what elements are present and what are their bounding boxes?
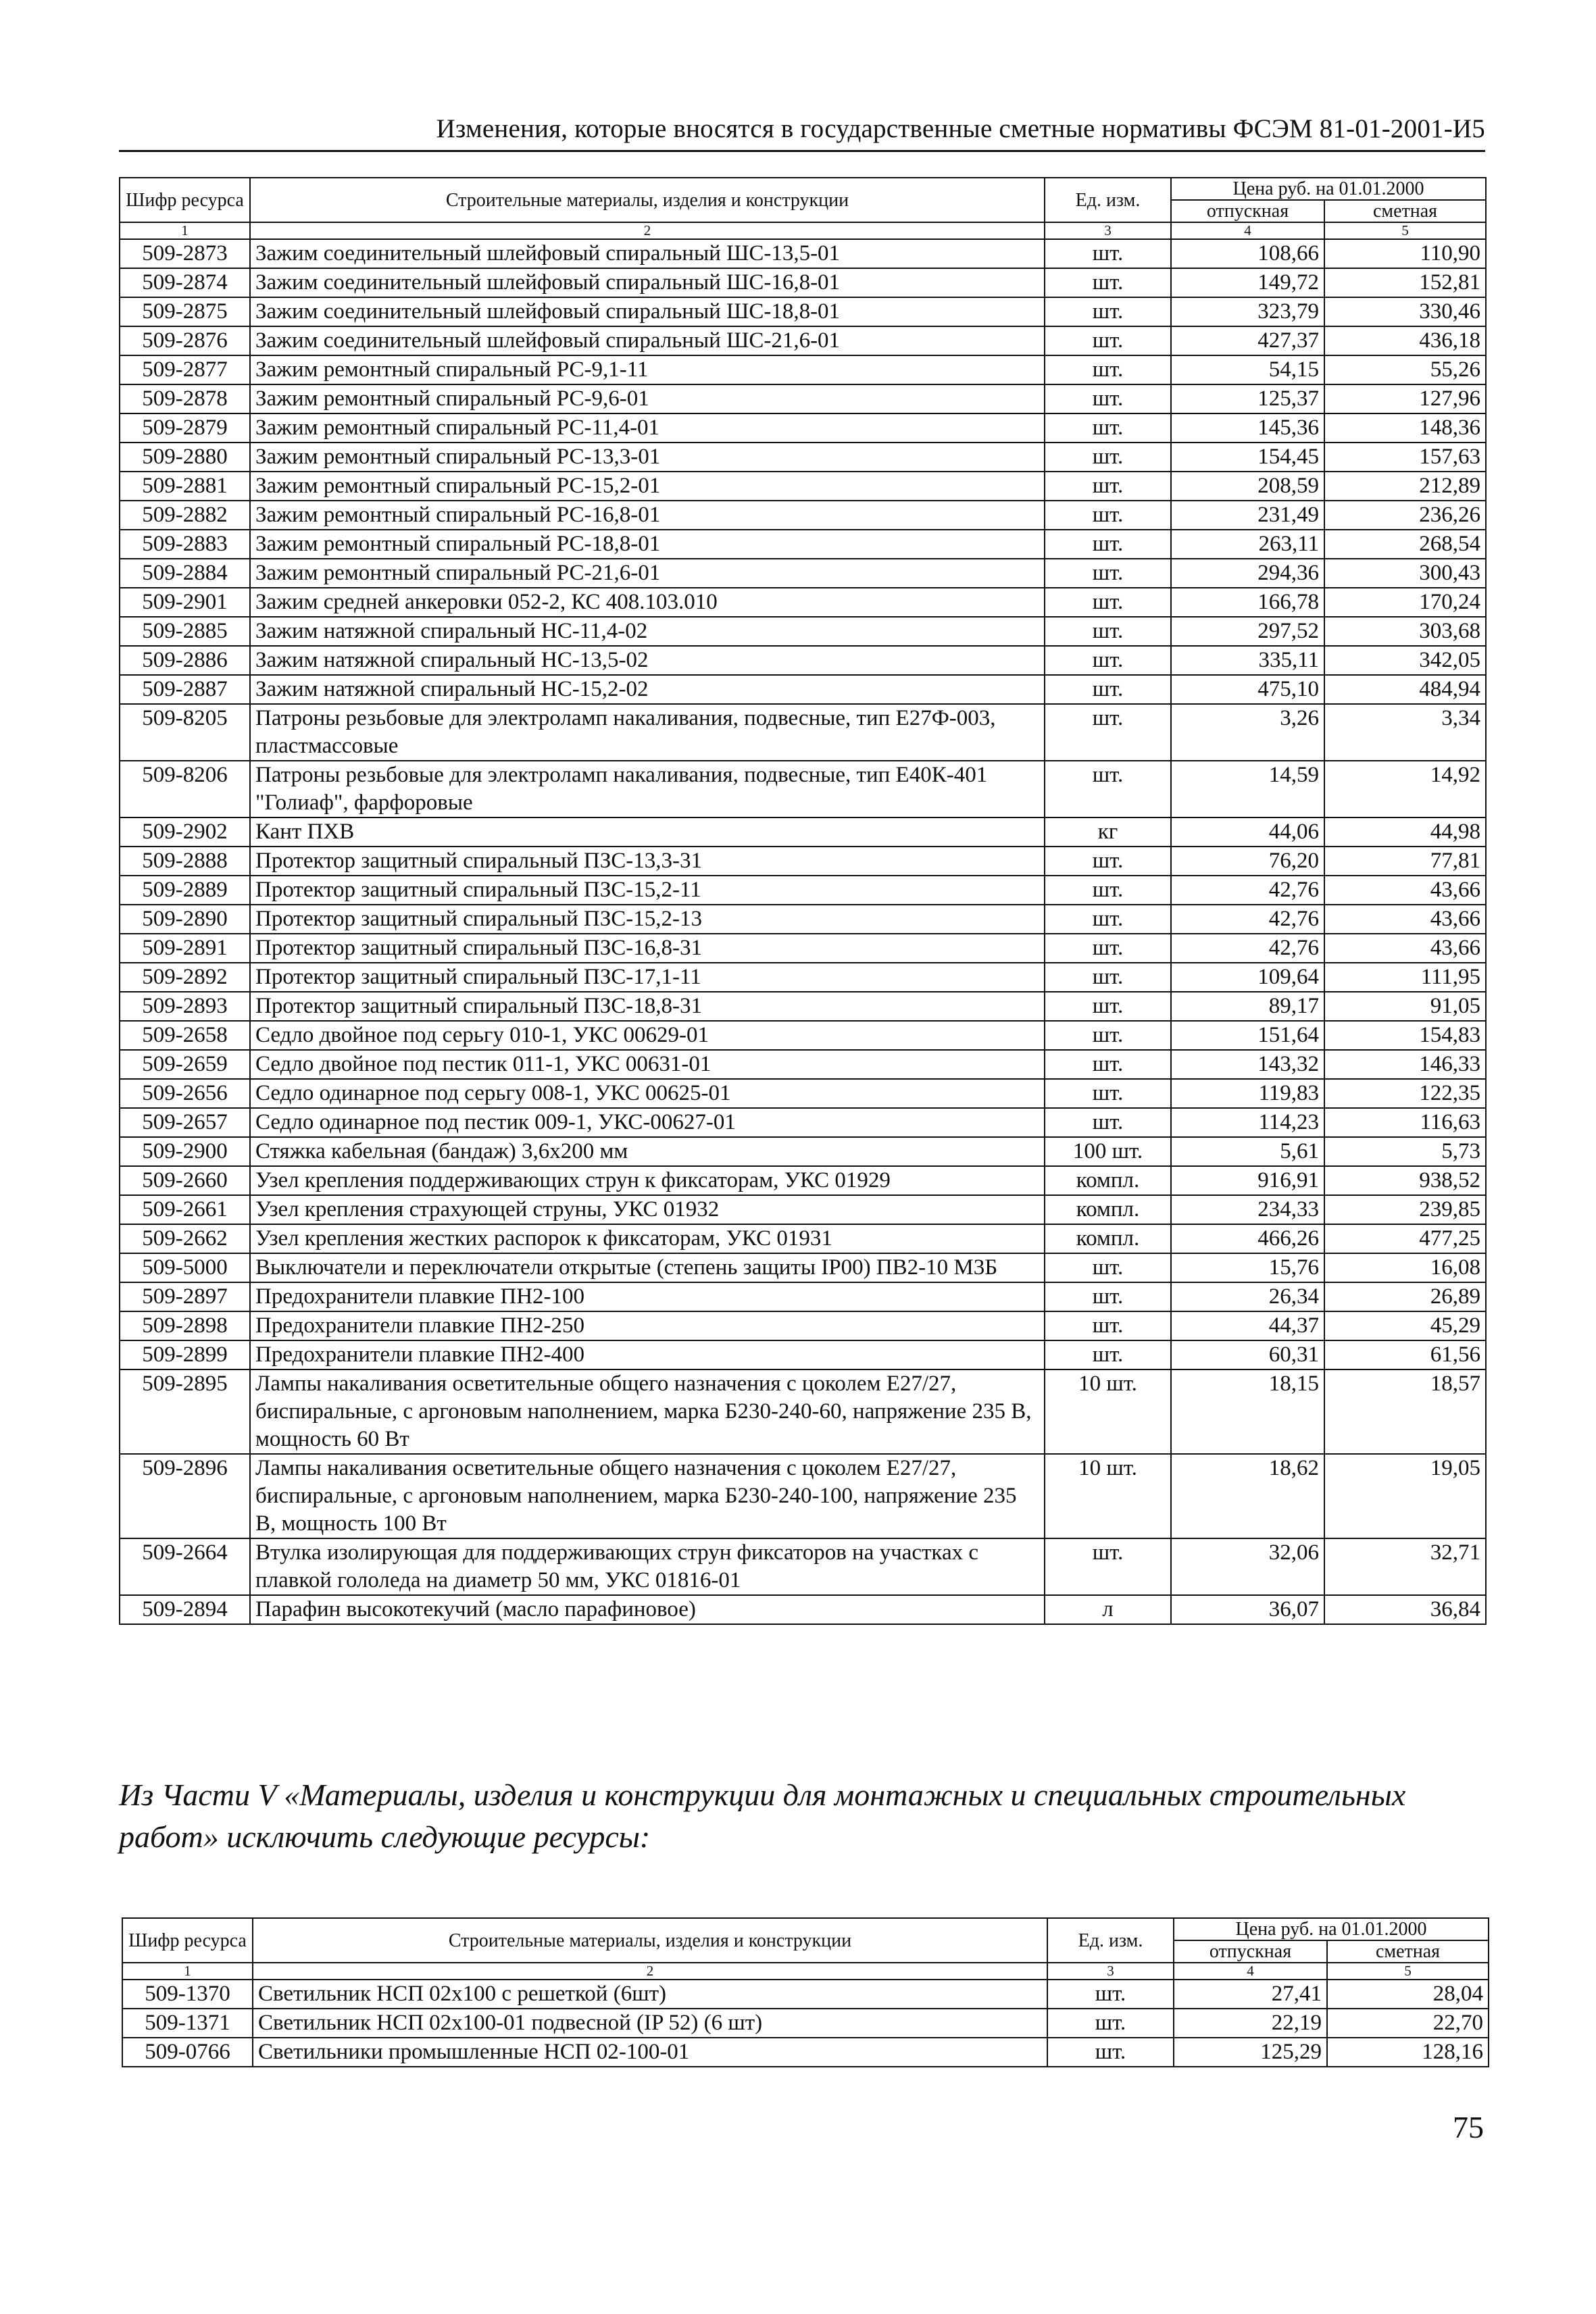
release-price: 119,83 [1171,1079,1324,1108]
column-number: 4 [1171,222,1324,239]
resource-code: 509-2876 [120,326,250,355]
table-row [122,2009,1489,2038]
table-body [120,239,1486,1624]
estimate-price: 22,70 [1327,2009,1489,2038]
release-price: 60,31 [1171,1340,1324,1369]
unit-of-measure: шт. [1047,2009,1174,2038]
estimate-price: 116,63 [1324,1108,1486,1137]
release-price: 466,26 [1171,1224,1324,1253]
release-price: 27,41 [1174,1980,1327,2009]
unit-of-measure: шт. [1045,472,1171,501]
resource-name: Зажим ремонтный спиральный РС-9,1-11 [250,355,1045,384]
resource-code: 509-2883 [120,530,250,559]
resource-name: Парафин высокотекучий (масло парафиновое) [250,1595,1045,1624]
table-row [120,239,1486,268]
estimate-price: 3,34 [1324,704,1486,761]
estimate-price: 148,36 [1324,413,1486,443]
release-price: 166,78 [1171,588,1324,617]
resource-code: 509-2893 [120,992,250,1021]
resource-code: 509-2888 [120,847,250,876]
release-price: 475,10 [1171,675,1324,704]
table-row [120,297,1486,326]
table-row [120,818,1486,847]
table-row [120,675,1486,704]
resource-name: Протектор защитный спиральный ПЗС-18,8-31 [250,992,1045,1021]
table-row [120,905,1486,934]
resource-name: Зажим натяжной спиральный НС-15,2-02 [250,675,1045,704]
release-price: 143,32 [1171,1050,1324,1079]
table-row [120,1282,1486,1311]
resource-name: Седло двойное под пестик 011-1, УКС 00631-01 [250,1050,1045,1079]
release-price: 44,06 [1171,818,1324,847]
unit-of-measure: шт. [1045,1538,1171,1595]
unit-of-measure: шт. [1045,1108,1171,1137]
resource-name: Зажим соединительный шлейфовый спиральный ШС-16,8-01 [250,268,1045,297]
unit-of-measure: шт. [1045,646,1171,675]
release-price: 54,15 [1171,355,1324,384]
header-estimate-price: сметная [1327,1940,1489,1963]
release-price: 42,76 [1171,876,1324,905]
release-price: 42,76 [1171,905,1324,934]
release-price: 44,37 [1171,1311,1324,1340]
table-row [120,704,1486,761]
table-row [120,1538,1486,1595]
estimate-price: 91,05 [1324,992,1486,1021]
unit-of-measure: шт. [1045,1340,1171,1369]
resource-code: 509-2878 [120,384,250,413]
unit-of-measure: шт. [1045,355,1171,384]
estimate-price: 111,95 [1324,963,1486,992]
table-row [120,530,1486,559]
unit-of-measure: шт. [1045,905,1171,934]
unit-of-measure: шт. [1045,501,1171,530]
resource-name: Протектор защитный спиральный ПЗС-16,8-31 [250,934,1045,963]
column-number: 2 [250,222,1045,239]
estimate-price: 303,68 [1324,617,1486,646]
table-row [120,268,1486,297]
column-number: 4 [1174,1963,1327,1980]
resource-name: Светильники промышленные НСП 02-100-01 [253,2038,1047,2067]
release-price: 114,23 [1171,1108,1324,1137]
resource-code: 509-2892 [120,963,250,992]
table-row [120,326,1486,355]
unit-of-measure: шт. [1045,268,1171,297]
table-row [120,1595,1486,1624]
table-row [120,1166,1486,1195]
table-row [120,1195,1486,1224]
unit-of-measure: шт. [1047,1980,1174,2009]
unit-of-measure: компл. [1045,1166,1171,1195]
estimate-price: 477,25 [1324,1224,1486,1253]
resource-code: 509-2660 [120,1166,250,1195]
unit-of-measure: шт. [1045,326,1171,355]
column-number: 1 [120,222,250,239]
column-number: 3 [1045,222,1171,239]
resource-name: Седло одинарное под серьгу 008-1, УКС 00625-01 [250,1079,1045,1108]
estimate-price: 43,66 [1324,905,1486,934]
resource-name: Протектор защитный спиральный ПЗС-15,2-13 [250,905,1045,934]
estimate-price: 55,26 [1324,355,1486,384]
resource-name: Зажим ремонтный спиральный РС-15,2-01 [250,472,1045,501]
resource-prices-table [119,177,1487,1625]
resource-name: Зажим ремонтный спиральный РС-9,6-01 [250,384,1045,413]
table-row [120,1108,1486,1137]
unit-of-measure: шт. [1045,1311,1171,1340]
resource-name: Патроны резьбовые для электроламп накаливания, подвесные, тип Е27Ф-003, пластмассовые [250,704,1045,761]
resource-code: 509-2898 [120,1311,250,1340]
resource-name: Втулка изолирующая для поддерживающих струн фиксаторов на участках с плавкой гололеда на диаметр 50 мм, УКС 01816-01 [250,1538,1045,1595]
resource-code: 509-2874 [120,268,250,297]
resource-code: 509-2900 [120,1137,250,1166]
header-unit: Ед. изм. [1047,1918,1174,1963]
unit-of-measure: шт. [1045,761,1171,818]
column-number: 5 [1327,1963,1489,1980]
resource-code: 509-5000 [120,1253,250,1282]
estimate-price: 152,81 [1324,268,1486,297]
estimate-price: 236,26 [1324,501,1486,530]
release-price: 42,76 [1171,934,1324,963]
table-header [120,178,1486,239]
release-price: 108,66 [1171,239,1324,268]
table-row [120,443,1486,472]
estimate-price: 170,24 [1324,588,1486,617]
release-price: 294,36 [1171,559,1324,588]
release-price: 323,79 [1171,297,1324,326]
release-price: 3,26 [1171,704,1324,761]
table-row [120,413,1486,443]
estimate-price: 342,05 [1324,646,1486,675]
release-price: 109,64 [1171,963,1324,992]
resource-code: 509-2891 [120,934,250,963]
header-code: Шифр ресурса [120,178,250,222]
resource-code: 509-2661 [120,1195,250,1224]
unit-of-measure: шт. [1045,992,1171,1021]
table-row [120,1050,1486,1079]
resource-code: 509-2899 [120,1340,250,1369]
resource-code: 509-2880 [120,443,250,472]
resource-code: 509-2662 [120,1224,250,1253]
header-name: Строительные материалы, изделия и конструкции [253,1918,1047,1963]
resource-name: Узел крепления поддерживающих струн к фиксаторам, УКС 01929 [250,1166,1045,1195]
section-note: Из Части V «Материалы, изделия и конструкции для монтажных и специальных строительных работ» исключить следующие ресурсы: [119,1778,1406,1854]
resource-code: 509-2882 [120,501,250,530]
estimate-price: 300,43 [1324,559,1486,588]
estimate-price: 484,94 [1324,675,1486,704]
estimate-price: 938,52 [1324,1166,1486,1195]
estimate-price: 154,83 [1324,1021,1486,1050]
release-price: 208,59 [1171,472,1324,501]
resource-name: Зажим ремонтный спиральный РС-21,6-01 [250,559,1045,588]
release-price: 427,37 [1171,326,1324,355]
resource-name: Протектор защитный спиральный ПЗС-15,2-11 [250,876,1045,905]
table-row [120,617,1486,646]
estimate-price: 146,33 [1324,1050,1486,1079]
release-price: 15,76 [1171,1253,1324,1282]
resource-code: 509-2886 [120,646,250,675]
unit-of-measure: 10 шт. [1045,1454,1171,1538]
resource-name: Зажим соединительный шлейфовый спиральный ШС-18,8-01 [250,297,1045,326]
unit-of-measure: шт. [1045,963,1171,992]
resource-name: Зажим средней анкеровки 052-2, КС 408.103.010 [250,588,1045,617]
resource-code: 509-2902 [120,818,250,847]
resource-code: 509-2656 [120,1079,250,1108]
resource-code: 509-2657 [120,1108,250,1137]
resource-code: 509-2873 [120,239,250,268]
estimate-price: 5,73 [1324,1137,1486,1166]
resource-code: 509-2879 [120,413,250,443]
estimate-price: 61,56 [1324,1340,1486,1369]
table-row [120,847,1486,876]
estimate-price: 43,66 [1324,876,1486,905]
unit-of-measure: шт. [1045,675,1171,704]
estimate-price: 128,16 [1327,2038,1489,2067]
unit-of-measure: шт. [1045,559,1171,588]
table-row [120,963,1486,992]
unit-of-measure: шт. [1045,1282,1171,1311]
unit-of-measure: шт. [1045,413,1171,443]
unit-of-measure: 100 шт. [1045,1137,1171,1166]
resource-code: 509-2901 [120,588,250,617]
header-code: Шифр ресурса [122,1918,253,1963]
unit-of-measure: шт. [1045,934,1171,963]
table-header [122,1918,1489,1980]
unit-of-measure: шт. [1045,1050,1171,1079]
estimate-price: 436,18 [1324,326,1486,355]
release-price: 231,49 [1171,501,1324,530]
resource-name: Патроны резьбовые для электроламп накаливания, подвесные, тип Е40К-401 "Голиаф", фарфоровые [250,761,1045,818]
resource-code: 509-2896 [120,1454,250,1538]
table-row [120,1224,1486,1253]
table-row [120,1079,1486,1108]
resource-code: 509-8205 [120,704,250,761]
estimate-price: 19,05 [1324,1454,1486,1538]
release-price: 234,33 [1171,1195,1324,1224]
resource-code: 509-2877 [120,355,250,384]
unit-of-measure: шт. [1045,239,1171,268]
resource-name: Светильник НСП 02х100 с решеткой (6шт) [253,1980,1047,2009]
resource-name: Узел крепления жестких распорок к фиксаторам, УКС 01931 [250,1224,1045,1253]
unit-of-measure: 10 шт. [1045,1369,1171,1454]
resource-name: Седло одинарное под пестик 009-1, УКС-00627-01 [250,1108,1045,1137]
column-number: 5 [1324,222,1486,239]
resource-code: 509-2884 [120,559,250,588]
release-price: 14,59 [1171,761,1324,818]
resource-code: 509-2897 [120,1282,250,1311]
resource-name: Лампы накаливания осветительные общего назначения с цоколем Е27/27, биспиральные, с аргоновым наполнением, марка Б230-240-60, напряжение 235 В, мощность 60 Вт [250,1369,1045,1454]
header-name: Строительные материалы, изделия и конструкции [250,178,1045,222]
resource-code: 509-2887 [120,675,250,704]
resource-code: 509-2659 [120,1050,250,1079]
resource-code: 509-2664 [120,1538,250,1595]
unit-of-measure: шт. [1045,443,1171,472]
resource-name: Зажим ремонтный спиральный РС-16,8-01 [250,501,1045,530]
release-price: 26,34 [1171,1282,1324,1311]
estimate-price: 43,66 [1324,934,1486,963]
table-row [120,1137,1486,1166]
release-price: 154,45 [1171,443,1324,472]
resource-name: Светильник НСП 02х100-01 подвесной (IP 52) (6 шт) [253,2009,1047,2038]
unit-of-measure: шт. [1045,876,1171,905]
resource-code: 509-1370 [122,1980,253,2009]
column-number: 1 [122,1963,253,1980]
table-row [120,646,1486,675]
unit-of-measure: шт. [1045,617,1171,646]
resource-name: Выключатели и переключатели открытые (степень защиты IP00) ПВ2-10 М3Б [250,1253,1045,1282]
estimate-price: 110,90 [1324,239,1486,268]
resource-code: 509-2881 [120,472,250,501]
header-price: Цена руб. на 01.01.2000 [1171,178,1486,200]
table-row [120,472,1486,501]
unit-of-measure: шт. [1045,847,1171,876]
estimate-price: 77,81 [1324,847,1486,876]
resource-name: Зажим соединительный шлейфовый спиральный ШС-13,5-01 [250,239,1045,268]
release-price: 297,52 [1171,617,1324,646]
header-unit: Ед. изм. [1045,178,1171,222]
unit-of-measure: шт. [1045,1079,1171,1108]
page-number: 75 [1453,2110,1484,2144]
release-price: 18,62 [1171,1454,1324,1538]
release-price: 32,06 [1171,1538,1324,1595]
release-price: 5,61 [1171,1137,1324,1166]
unit-of-measure: шт. [1045,530,1171,559]
table-row [120,501,1486,530]
estimate-price: 18,57 [1324,1369,1486,1454]
header-rule [119,150,1485,152]
resource-name: Зажим ремонтный спиральный РС-13,3-01 [250,443,1045,472]
resource-name: Зажим натяжной спиральный НС-13,5-02 [250,646,1045,675]
unit-of-measure: компл. [1045,1195,1171,1224]
resource-code: 509-1371 [122,2009,253,2038]
estimate-price: 32,71 [1324,1538,1486,1595]
unit-of-measure: л [1045,1595,1171,1624]
column-number: 3 [1047,1963,1174,1980]
release-price: 125,29 [1174,2038,1327,2067]
release-price: 76,20 [1171,847,1324,876]
resource-code: 509-2890 [120,905,250,934]
resource-name: Зажим соединительный шлейфовый спиральный ШС-21,6-01 [250,326,1045,355]
table-row [120,934,1486,963]
table-row [122,2038,1489,2067]
resource-code: 509-2885 [120,617,250,646]
release-price: 18,15 [1171,1369,1324,1454]
table-row [120,1253,1486,1282]
resource-code: 509-0766 [122,2038,253,2067]
release-price: 916,91 [1171,1166,1324,1195]
unit-of-measure: шт. [1045,1253,1171,1282]
unit-of-measure: шт. [1045,297,1171,326]
table-row [120,588,1486,617]
release-price: 145,36 [1171,413,1324,443]
table-row [120,559,1486,588]
column-number: 2 [253,1963,1047,1980]
table-row [120,384,1486,413]
estimate-price: 239,85 [1324,1195,1486,1224]
unit-of-measure: шт. [1045,588,1171,617]
unit-of-measure: шт. [1047,2038,1174,2067]
release-price: 89,17 [1171,992,1324,1021]
resource-code: 509-2658 [120,1021,250,1050]
excluded-resources-table [122,1917,1489,2067]
table-row [120,1369,1486,1454]
resource-code: 509-2889 [120,876,250,905]
header-release-price: отпускная [1174,1940,1327,1963]
header-release-price: отпускная [1171,200,1324,222]
resource-name: Кант ПХВ [250,818,1045,847]
resource-name: Протектор защитный спиральный ПЗС-17,1-11 [250,963,1045,992]
release-price: 149,72 [1171,268,1324,297]
unit-of-measure: шт. [1045,1021,1171,1050]
header-price: Цена руб. на 01.01.2000 [1174,1918,1489,1940]
unit-of-measure: кг [1045,818,1171,847]
estimate-price: 122,35 [1324,1079,1486,1108]
column-numbers-row [122,1963,1489,1980]
estimate-price: 268,54 [1324,530,1486,559]
resource-name: Зажим ремонтный спиральный РС-18,8-01 [250,530,1045,559]
resource-name: Лампы накаливания осветительные общего назначения с цоколем Е27/27, биспиральные, с аргоновым наполнением, марка Б230-240-100, напряжение 235 В, мощность 100 Вт [250,1454,1045,1538]
release-price: 125,37 [1171,384,1324,413]
estimate-price: 212,89 [1324,472,1486,501]
release-price: 22,19 [1174,2009,1327,2038]
estimate-price: 36,84 [1324,1595,1486,1624]
table-row [120,1454,1486,1538]
estimate-price: 330,46 [1324,297,1486,326]
estimate-price: 157,63 [1324,443,1486,472]
release-price: 263,11 [1171,530,1324,559]
table-row [120,355,1486,384]
resource-name: Стяжка кабельная (бандаж) 3,6х200 мм [250,1137,1045,1166]
release-price: 36,07 [1171,1595,1324,1624]
resource-code: 509-2895 [120,1369,250,1454]
resource-name: Зажим ремонтный спиральный РС-11,4-01 [250,413,1045,443]
resource-code: 509-8206 [120,761,250,818]
estimate-price: 26,89 [1324,1282,1486,1311]
table-body [122,1980,1489,2067]
resource-code: 509-2875 [120,297,250,326]
estimate-price: 44,98 [1324,818,1486,847]
release-price: 151,64 [1171,1021,1324,1050]
resource-name: Протектор защитный спиральный ПЗС-13,3-31 [250,847,1045,876]
resource-name: Узел крепления страхующей струны, УКС 01932 [250,1195,1045,1224]
table-row [122,1980,1489,2009]
table-row [120,1021,1486,1050]
table-row [120,1311,1486,1340]
unit-of-measure: шт. [1045,384,1171,413]
resource-name: Предохранители плавкие ПН2-400 [250,1340,1045,1369]
resource-name: Предохранители плавкие ПН2-250 [250,1311,1045,1340]
estimate-price: 127,96 [1324,384,1486,413]
release-price: 335,11 [1171,646,1324,675]
estimate-price: 28,04 [1327,1980,1489,2009]
page-header-title: Изменения, которые вносятся в государственные сметные нормативы ФСЭМ 81-01-2001-И5 [436,114,1485,143]
resource-name: Седло двойное под серьгу 010-1, УКС 00629-01 [250,1021,1045,1050]
unit-of-measure: шт. [1045,704,1171,761]
resource-name: Предохранители плавкие ПН2-100 [250,1282,1045,1311]
estimate-price: 45,29 [1324,1311,1486,1340]
header-estimate-price: сметная [1324,200,1486,222]
unit-of-measure: компл. [1045,1224,1171,1253]
estimate-price: 16,08 [1324,1253,1486,1282]
table-row [120,876,1486,905]
resource-code: 509-2894 [120,1595,250,1624]
resource-name: Зажим натяжной спиральный НС-11,4-02 [250,617,1045,646]
table-row [120,992,1486,1021]
table-row [120,761,1486,818]
column-numbers-row [120,222,1486,239]
table-row [120,1340,1486,1369]
estimate-price: 14,92 [1324,761,1486,818]
